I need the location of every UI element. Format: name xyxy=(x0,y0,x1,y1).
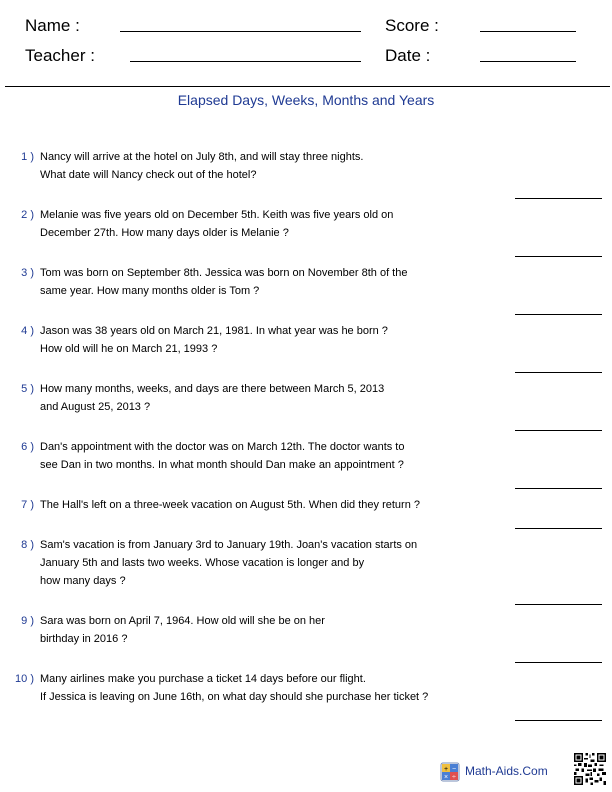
problem-10 xyxy=(0,673,612,733)
problem-text-line: What date will Nancy check out of the hotel? xyxy=(40,169,257,181)
problem-text-line: Jason was 38 years old on March 21, 1981. In what year was he born ? xyxy=(40,325,388,337)
problem-1 xyxy=(0,151,612,211)
problem-number: 3 ) xyxy=(21,267,34,279)
answer-line[interactable] xyxy=(515,198,602,199)
problem-text-line: see Dan in two months. In what month should Dan make an appointment ? xyxy=(40,459,404,471)
date-label: Date : xyxy=(385,46,431,65)
problem-text-line: How old will he on March 21, 1993 ? xyxy=(40,343,218,355)
worksheet-title: Elapsed Days, Weeks, Months and Years xyxy=(177,92,435,108)
problem-text-line: Dan's appointment with the doctor was on March 12th. The doctor wants to xyxy=(40,441,405,453)
problem-text-line: Sam's vacation is from January 3rd to January 19th. Joan's vacation starts on xyxy=(40,539,418,551)
problem-number: 5 ) xyxy=(21,383,34,395)
problem-text-line: same year. How many months older is Tom ? xyxy=(40,285,260,297)
problem-number: 4 ) xyxy=(21,325,34,337)
problem-text-line: and August 25, 2013 ? xyxy=(40,401,151,413)
problem-text-line: How many months, weeks, and days are there between March 5, 2013 xyxy=(40,383,385,395)
problem-text-line: December 27th. How many days older is Melanie ? xyxy=(40,227,289,239)
problem-number: 2 ) xyxy=(21,209,34,221)
answer-line[interactable] xyxy=(515,662,602,663)
problem-text-line: Nancy will arrive at the hotel on July 8th, and will stay three nights. xyxy=(40,151,364,163)
name-field-line[interactable] xyxy=(120,31,361,32)
answer-line[interactable] xyxy=(515,314,602,315)
answer-line[interactable] xyxy=(515,720,602,721)
teacher-field-line[interactable] xyxy=(130,61,361,62)
header-divider xyxy=(5,86,610,87)
qr-code-icon xyxy=(574,753,606,785)
problem-text-line: birthday in 2016 ? xyxy=(40,633,128,645)
date-field-line[interactable] xyxy=(480,61,576,62)
problem-number: 7 ) xyxy=(21,499,34,511)
problem-number: 10 ) xyxy=(15,673,34,685)
answer-line[interactable] xyxy=(515,256,602,257)
problem-3 xyxy=(0,267,612,327)
answer-line[interactable] xyxy=(515,372,602,373)
problem-number: 9 ) xyxy=(21,615,34,627)
answer-line[interactable] xyxy=(515,488,602,489)
svg-text:÷: ÷ xyxy=(452,774,456,781)
problem-text-line: Many airlines make you purchase a ticket 14 days before our flight. xyxy=(40,673,366,685)
problem-9 xyxy=(0,615,612,675)
name-label: Name : xyxy=(25,16,80,35)
problem-text-line: Sara was born on April 7, 1964. How old will she be on her xyxy=(40,615,325,627)
score-label: Score : xyxy=(385,16,439,35)
answer-line[interactable] xyxy=(515,430,602,431)
problem-8 xyxy=(0,539,612,599)
problem-2 xyxy=(0,209,612,269)
problem-text-line: If Jessica is leaving on June 16th, on what day should she purchase her ticket ? xyxy=(40,691,429,703)
svg-text:×: × xyxy=(444,774,449,781)
problem-number: 6 ) xyxy=(21,441,34,453)
problem-5 xyxy=(0,383,612,443)
problem-4 xyxy=(0,325,612,385)
score-field-line[interactable] xyxy=(480,31,576,32)
teacher-label: Teacher : xyxy=(25,46,95,65)
calculator-icon xyxy=(440,762,460,782)
problem-text-line: Melanie was five years old on December 5th. Keith was five years old on xyxy=(40,209,394,221)
answer-line[interactable] xyxy=(515,528,602,529)
problem-text-line: January 5th and lasts two weeks. Whose vacation is longer and by xyxy=(40,557,365,569)
problem-text-line: Tom was born on September 8th. Jessica was born on November 8th of the xyxy=(40,267,408,279)
answer-line[interactable] xyxy=(515,604,602,605)
site-link[interactable]: Math-Aids.Com xyxy=(465,764,548,778)
problem-6 xyxy=(0,441,612,501)
svg-text:+: + xyxy=(444,766,449,773)
problem-text-line: The Hall's left on a three-week vacation on August 5th. When did they return ? xyxy=(40,499,420,511)
problem-number: 8 ) xyxy=(21,539,34,551)
svg-text:−: − xyxy=(452,766,457,773)
problem-text-line: how many days ? xyxy=(40,575,126,587)
problem-number: 1 ) xyxy=(21,151,34,163)
